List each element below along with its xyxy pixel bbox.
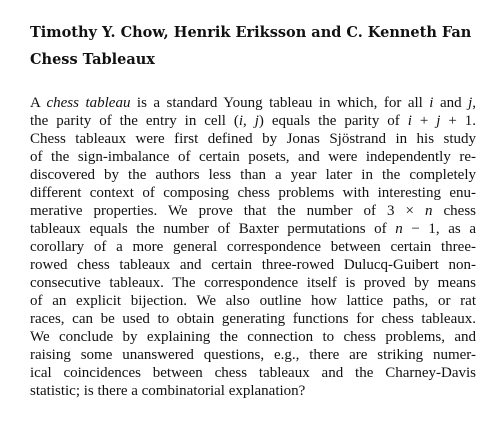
paper-authors: Timothy Y. Chow, Henrik Eriksson and C. Kenneth Fan [30,24,472,41]
abstract-line: raising some unanswered questions, e.g., there are striking numer- [30,347,476,363]
abstract-line: discovered by the authors less than a year later in the completely [30,167,476,183]
abstract [30,94,476,400]
abstract-line: We conclude by explaining the connection to chess problems, and [30,329,476,345]
abstract-line: tableaux equals the number of Baxter permutations of n − 1, as a [30,221,476,237]
abstract-line: ical coincidences between chess tableaux and the Charney-Davis [30,365,476,381]
abstract-line: the parity of the entry in cell (i, j) equals the parity of i + j + 1. [30,113,476,129]
abstract-line: different context of composing chess problems with interesting enu- [30,185,476,201]
abstract-line: A chess tableau is a standard Young tableau in which, for all i and j, [30,95,476,111]
abstract-line: statistic; is there a combinatorial explanation? [30,383,306,399]
paper-title: Chess Tableaux [30,51,155,68]
abstract-line: consecutive tableaux. The correspondence itself is proved by means [30,275,476,291]
abstract-line: races, can be used to obtain generating functions for chess tableaux. [30,311,476,327]
abstract-line: Chess tableaux were first defined by Jonas Sjöstrand in his study [30,131,476,147]
abstract-line: merative properties. We prove that the number of 3 × n chess [30,203,476,219]
abstract-line: of an explicit bijection. We also outline how lattice paths, or rat [30,293,476,309]
abstract-line: of the sign-imbalance of certain posets, and were independently re- [30,149,476,165]
abstract-line: corollary of a more general correspondence between certain three- [30,239,476,255]
abstract-line: rowed chess tableaux and certain three-rowed Dulucq-Guibert non- [30,257,476,273]
